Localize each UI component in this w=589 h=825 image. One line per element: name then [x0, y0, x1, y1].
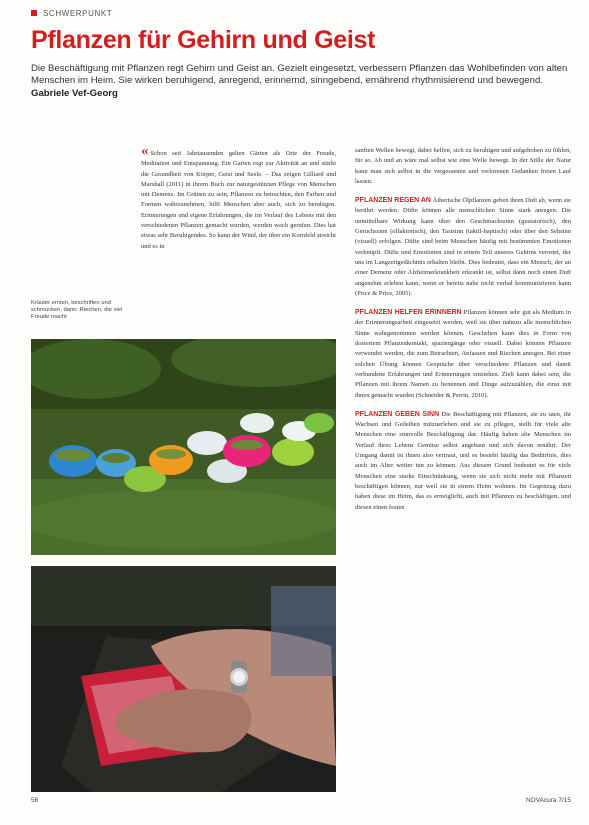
- section-regen-an: [355, 196, 571, 299]
- photo-herb-bowls: [31, 339, 336, 555]
- lead-paragraph: [31, 63, 571, 100]
- red-square-icon: [31, 10, 37, 16]
- body-paragraph-intro: [141, 146, 336, 252]
- intro-text: chon seit Jahrtausenden gelten Gärten als Orte der Freude, Meditation und Entspannung. Ein Garten regt zur Aktivität an und stärkt die Gesundheit von Körper, Geist und Seele. – Das zeigen Gilliard und Marshall (2011) in ihrem Buch zur naturgestützten Pflege von Menschen mit Demenz. Im Grünen zu sein, Pflanzen zu betrachten, den Farben und Formen wahrzunehmen, hilft Menschen aber auch, sich zu beruhigen. Erinnerungen und eigene Erfahrungen, die im Verlauf des Lebens mit den verschiedenen Pflanzen gemacht wurden, werden wach gerufen. Dies hat etwas sehr Beruhigendes. So kann der Wind, der über ein Kornfeld streicht und es in: [141, 150, 336, 250]
- section-heading-regen-an: PFLANZEN REGEN AN: [355, 197, 431, 205]
- section-gap: [355, 401, 571, 410]
- section-geben-sinn: [355, 410, 571, 513]
- section-helfen-erinnern: [355, 308, 571, 401]
- lead-text: Die Beschäftigung mit Pflanzen regt Gehirn und Geist an. Gezielt eingesetzt, verbessern Pflanzen das Wohlbefinden von alten Menschen im Heim. Sie wirken beruhigend, anregend, erinnernd, sinngebend, ernährend rhythmisierend und bewegend.: [31, 63, 568, 87]
- body-column-right: [355, 146, 571, 798]
- rubric: [31, 7, 112, 19]
- rubric-label: SCHWERPUNKT: [43, 8, 113, 18]
- issue-label: NOVAcura 7/15: [525, 797, 571, 804]
- section-gap: [355, 187, 571, 196]
- section-gap: [355, 299, 571, 308]
- section-text-regen-an: Ätherische Ölpflanzen geben ihren Duft ab, wenn sie berührt werden. Düfte können alle menschlichen Sinne stark anregen. Die unmittelbare Wirkung kann über den Geschmackssinn (gustatorisch), den Geruchssinn (olfaktorisch), den Tastsinn (taktil-haptisch) oder über den Sehsinn (visuell) erfolgen. Düfte sind beim Menschen häufig mit bestimmten Emotionen verknüpft. Düfte und Emotionen sind in einem Teil unseres Gehirns verortet, der uns im Langzeitgedächtnis erhalten bleibt. Dies bedeutet, dass ein Mensch, der an einer Demenz oder Alzheimerkrankheit erkrankt ist, selbst dann noch einen Duft angenehm erleben kann, wenn er bereits nahe nicht verbal kommunizieren kann (Price & Price, 2005).: [355, 197, 571, 297]
- section-text-geben-sinn: Die Beschäftigung mit Pflanzen, sie zu säen, ihr Wachsen und Gedeihen mitzuerleben und sie zu pflegen, stellt für viele alte Menschen eine sinnvolle Beschäftigung dar. Häufig haben alte Menschen im Verlauf ihres Lebens Gemüse selbst angebaut und sich davon ernährt. Der Umgang damit ist ihnen also vertraut, und es besteht häufig das Bedürfnis, dies auch im Alter weiter tun zu können. Aus diesem Grund bedeutet es für viele Menschen eine starke Einschränkung, wenn sie sich nicht mehr mit Pflanzen beschäftigen können, nur weil sie in einem Heim wohnen. Im Gegenzug dazu haben diese im Heim, das es ermöglicht, auch mit Pflanzen zu beschäftigen, und diesen einen festen: [355, 410, 571, 511]
- drop-cap: S: [150, 150, 155, 157]
- page-number: 56: [31, 797, 39, 804]
- author-name: Gabriele Vef-Georg: [31, 87, 118, 99]
- quote-mark: «: [141, 146, 149, 159]
- body-column-left: [141, 146, 336, 316]
- section-heading-helfen-erinnern: PFLANZEN HELFEN ERINNERN: [355, 309, 462, 317]
- section-heading-geben-sinn: PFLANZEN GEBEN SINN: [355, 410, 440, 418]
- section-text-helfen-erinnern: Pflanzen können sehr gut als Medium in der Erinnerungsarbeit eingesetzt werden, weil sie über nahezu alle menschlichen Sinne wahrgenommen werden können. Geschehen kann dies in Form von dosiertem Pflanzenkontakt, spaziergänge oder visuell. Dabei können Pflanzen verwendet werden, die zum Betrachten, Anfassen und Riechen anregen. Bei einer solchen Übung können Gespräche über verschiedene Pflanzen und damit verbundene Erfahrungen und Erinnerungen entstehen. Zielt kann dabei sein, die Pflanzen mit ihrem Namen zu benennen und Dinge aufzuzählen, die einst mit ihnen gemacht wurden (Schneider & Perrin, 2010).: [355, 309, 571, 399]
- photo-caption: Kräuter ernten, beschriften und schmücken, dann: Riechen, die viel Freude macht: [31, 300, 123, 321]
- body-paragraph-continued: sanften Wellen bewegt, dabei helfen, sich zu beruhigen und aufgehoben zu fühlen, für so. Ab und an wäre mal selbst wie eine Welle bewegt. In der Stille der Natur kann man sich selbst in die vergessenen und verlorenen Gedanken freien Lauf lassen.: [355, 147, 571, 185]
- headline: Pflanzen für Gehirn und Geist: [31, 26, 376, 54]
- photo-hands-planting: [31, 566, 336, 792]
